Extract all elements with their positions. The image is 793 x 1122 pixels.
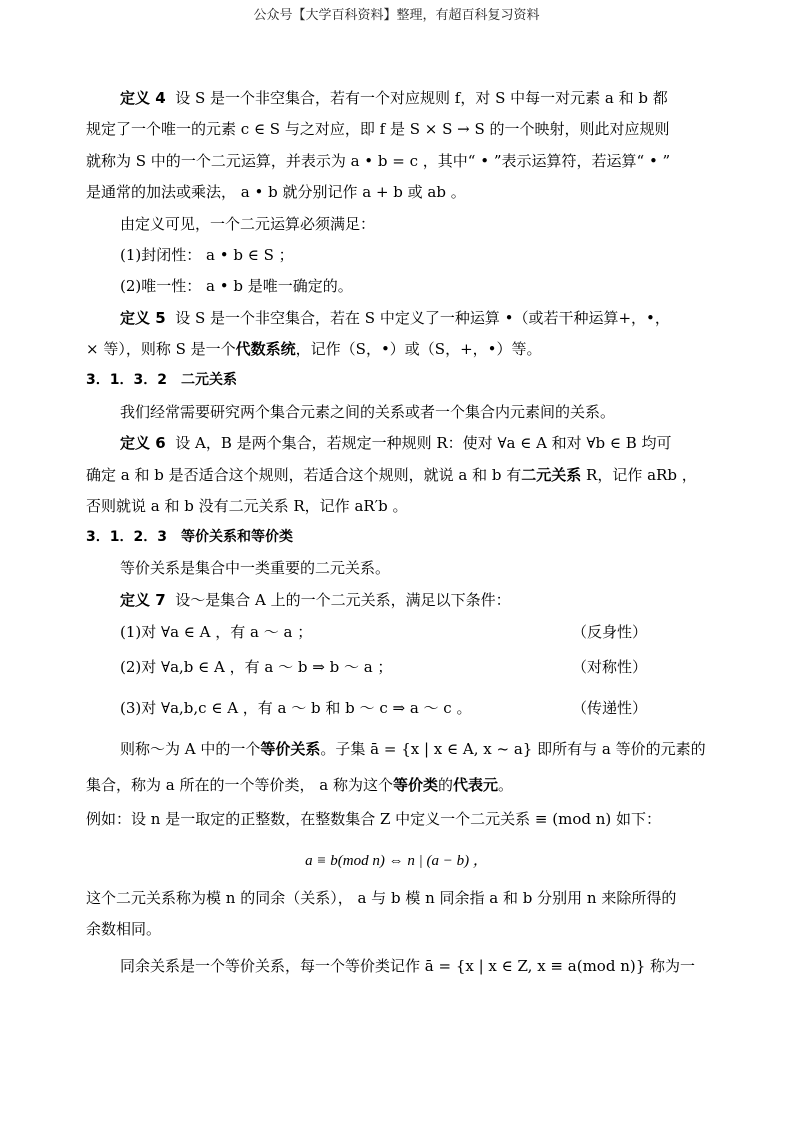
closure-property: (1)封闭性： a • b ∈ S ；	[120, 246, 294, 264]
def6-line1	[86, 428, 740, 459]
def7-text5-post: 。子集 ā = {x | x ∈ A, x ~ a} 即所有与 a 等价的元素的	[320, 740, 706, 758]
def6-text2-post: R，记作 aRb ，	[581, 466, 697, 484]
symmetric-condition	[86, 652, 740, 683]
def6-line3: 否则就说 a 和 b 没有二元关系 R，记作 aR′b 。	[86, 497, 408, 515]
def7-text6-mid: 的	[437, 776, 453, 794]
transitive-label: （传递性）	[572, 699, 648, 717]
term-representative: 代表元	[453, 776, 499, 794]
def7-line6	[86, 770, 706, 801]
section-heading-binary-relation: 3．1．3．2 二元关系	[86, 372, 237, 388]
def7-text5-pre: 则称～为 A 中的一个	[120, 740, 261, 758]
def5-text2-pre: × 等），则称 S 是一个	[86, 340, 236, 358]
def6-line2	[86, 460, 706, 491]
page-header: 公众号【大学百科资料】整理，有超百科复习资料	[253, 8, 540, 23]
transitive-condition	[86, 693, 740, 724]
def6-label: 定义 6	[120, 434, 166, 452]
equivalence-intro: 等价关系是集合中一类重要的二元关系。	[120, 559, 391, 577]
def7-label: 定义 7	[120, 591, 166, 609]
example-line3: 余数相同。	[86, 920, 162, 938]
example-line4: 同余关系是一个等价关系，每一个等价类记作 ā = {x | x ∈ Z, x ≡ a(mod n)} 称为一	[120, 957, 696, 975]
example-line1: 例如：设 n 是一取定的正整数，在整数集合 Z 中定义一个二元关系 ≡ (mod n) 如下：	[86, 810, 662, 828]
symmetric-text: (2)对 ∀a,b ∈ A ，有 a ～ b ⇒ b ～ a ；	[120, 658, 393, 676]
binary-op-intro: 由定义可见，一个二元运算必须满足：	[120, 215, 376, 233]
def4-line4: 是通常的加法或乘法， a • b 就分别记作 a + b 或 ab 。	[86, 183, 466, 201]
binary-relation-intro: 我们经常需要研究两个集合元素之间的关系或者一个集合内元素间的关系。	[120, 403, 616, 421]
def7-line1	[86, 585, 740, 616]
congruence-formula: a ≡ b(mod n) ⇔ n | (a − b) ，	[305, 853, 488, 869]
def7-line5	[86, 734, 740, 765]
def5-label: 定义 5	[120, 309, 166, 327]
def5-text1: 设 S 是一个非空集合，若在 S 中定义了一种运算 •（或若干种运算+，•，	[175, 309, 670, 327]
def4-text1: 设 S 是一个非空集合，若有一个对应规则 f，对 S 中每一对元素 a 和 b 都	[175, 89, 668, 107]
term-algebraic-system: 代数系统	[235, 340, 296, 358]
term-equivalence-class: 等价类	[392, 776, 438, 794]
def7-text1: 设～是集合 A 上的一个二元关系，满足以下条件：	[175, 591, 511, 609]
reflexive-text: (1)对 ∀a ∈ A ，有 a ～ a ；	[120, 623, 313, 641]
reflexive-label: （反身性）	[572, 623, 648, 641]
def5-text2-post: ，记作（S，•）或（S，+，•）等。	[295, 340, 542, 358]
term-binary-relation: 二元关系	[521, 466, 582, 484]
def7-text6-pre: 集合，称为 a 所在的一个等价类， a 称为这个	[86, 776, 393, 794]
def5-line1	[86, 303, 740, 334]
def4-line3: 就称为 S 中的一个二元运算，并表示为 a • b = c ，其中“ • ”表示运算符，若运算“ • ”	[86, 152, 671, 170]
term-equivalence-relation: 等价关系	[260, 740, 321, 758]
def4-label: 定义 4	[120, 89, 166, 107]
reflexive-condition	[86, 617, 740, 648]
section-heading-equivalence: 3．1．2．3 等价关系和等价类	[86, 529, 293, 545]
def7-text6-post: 。	[498, 776, 514, 794]
def4-line2: 规定了一个唯一的元素 c ∈ S 与之对应，即 f 是 S × S → S 的一个映射，则此对应规则	[86, 120, 670, 138]
def6-text1: 设 A，B 是两个集合，若规定一种规则 R：使对 ∀a ∈ A 和对 ∀b ∈ B 均可	[175, 434, 672, 452]
transitive-text: (3)对 ∀a,b,c ∈ A ，有 a ～ b 和 b ～ c ⇒ a ～ c 。	[120, 699, 472, 717]
def5-line2	[86, 334, 706, 365]
def6-text2-pre: 确定 a 和 b 是否适合这个规则，若适合这个规则，就说 a 和 b 有	[86, 466, 522, 484]
def4-line1	[86, 83, 740, 114]
example-line2: 这个二元关系称为模 n 的同余（关系）， a 与 b 模 n 同余指 a 和 b 分别用 n 来除所得的	[86, 889, 677, 907]
symmetric-label: （对称性）	[572, 658, 648, 676]
uniqueness-property: (2)唯一性： a • b 是唯一确定的。	[120, 277, 353, 295]
